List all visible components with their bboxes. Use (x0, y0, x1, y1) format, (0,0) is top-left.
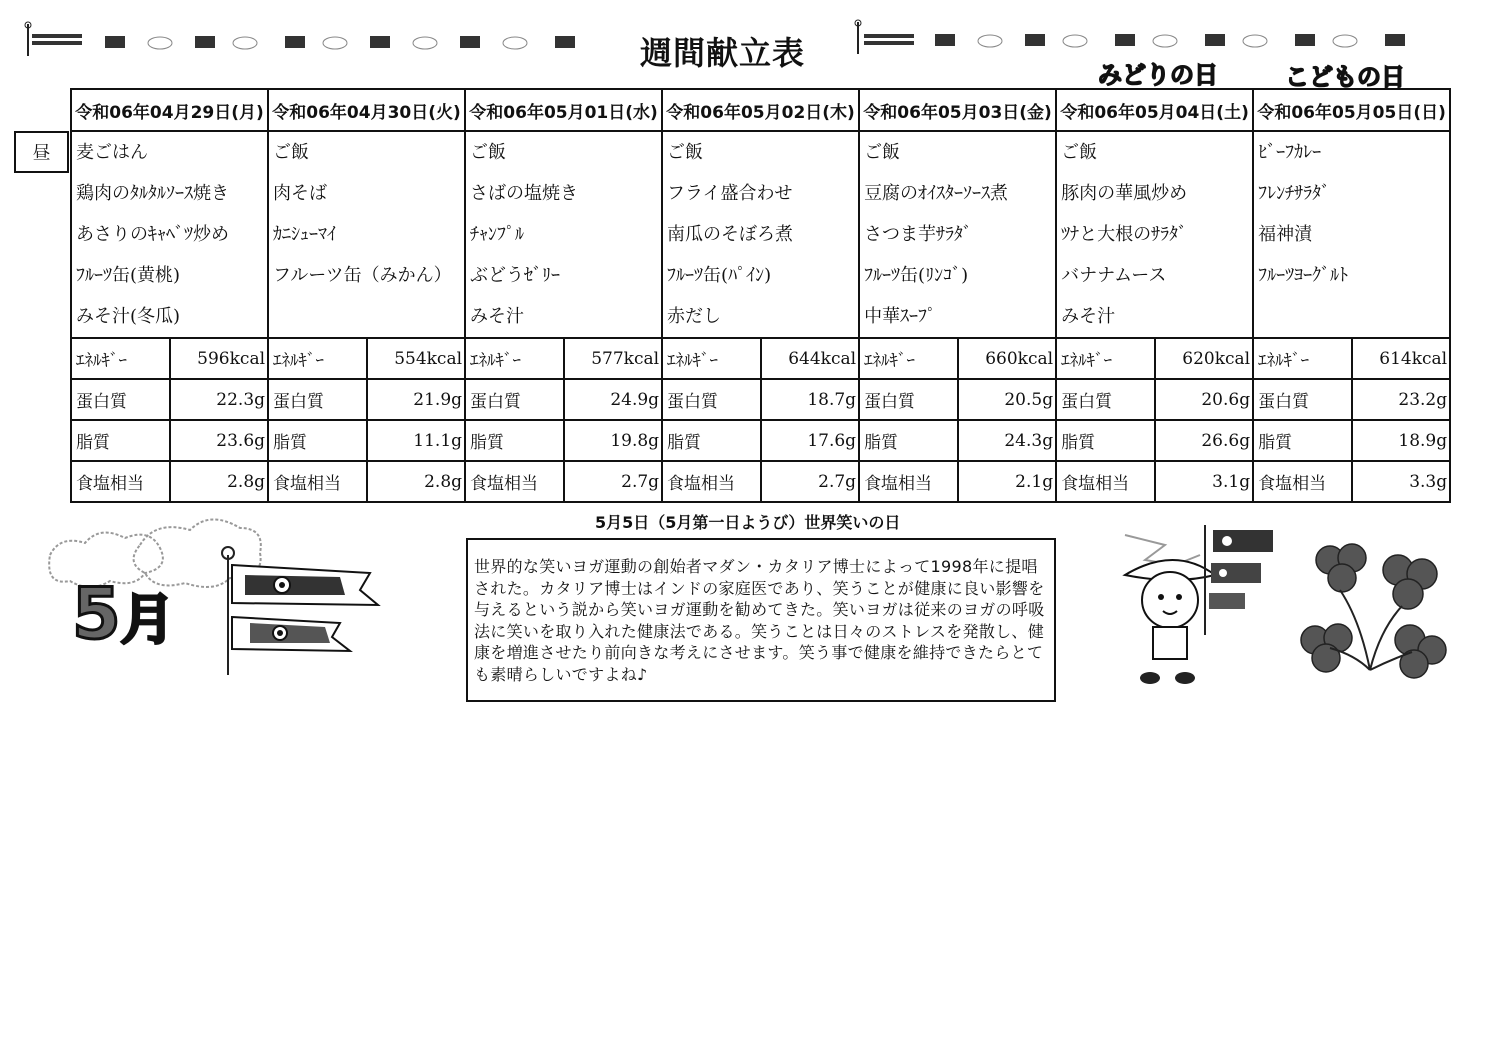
nutrient-label-protein: 蛋白質 (268, 379, 367, 420)
salt-value: 2.8g (367, 461, 465, 502)
dish-item: みそ汁 (1061, 306, 1116, 327)
nutrient-label-salt: 食塩相当 (1056, 461, 1155, 502)
dish-item: ご飯 (667, 142, 704, 163)
salt-value: 2.8g (170, 461, 268, 502)
dish-item: ｶﾆｼｭｰﾏｲ (273, 224, 337, 245)
salt-value: 2.1g (958, 461, 1056, 502)
nutrient-label-energy: ｴﾈﾙｷﾞｰ (1056, 338, 1155, 379)
holiday-label-midori: みどりの日 (1098, 61, 1218, 89)
fat-value: 24.3g (958, 420, 1056, 461)
nutrient-label-protein: 蛋白質 (1056, 379, 1155, 420)
month-number: 5 (72, 573, 121, 655)
nutrient-label-energy: ｴﾈﾙｷﾞｰ (465, 338, 564, 379)
protein-value: 24.9g (564, 379, 662, 420)
child-with-carp-illustration (1105, 515, 1285, 695)
nutrient-label-fat: 脂質 (1056, 420, 1155, 461)
nutrient-label-protein: 蛋白質 (465, 379, 564, 420)
energy-row (71, 338, 1450, 379)
dish-item: みそ汁(冬瓜) (76, 306, 181, 327)
nutrient-label-fat: 脂質 (465, 420, 564, 461)
salt-value: 3.3g (1352, 461, 1450, 502)
nutrient-label-energy: ｴﾈﾙｷﾞｰ (71, 338, 170, 379)
protein-value: 20.6g (1155, 379, 1253, 420)
day-dishes (71, 131, 268, 338)
nutrient-label-salt: 食塩相当 (465, 461, 564, 502)
nutrient-label-fat: 脂質 (859, 420, 958, 461)
dish-item: ご飯 (864, 142, 901, 163)
nutrient-label-energy: ｴﾈﾙｷﾞｰ (1253, 338, 1352, 379)
fat-row (71, 420, 1450, 461)
salt-value: 2.7g (761, 461, 859, 502)
clover-illustration (1290, 530, 1450, 690)
nutrient-label-fat: 脂質 (1253, 420, 1352, 461)
protein-row (71, 379, 1450, 420)
nutrient-label-salt: 食塩相当 (71, 461, 170, 502)
dish-item: ﾌﾙｰﾂ缶(黄桃) (76, 265, 181, 286)
dish-item: ﾁｬﾝﾌﾟﾙ (470, 224, 525, 245)
protein-value: 18.7g (761, 379, 859, 420)
dish-item: バナナムース (1061, 265, 1167, 286)
nutrient-label-salt: 食塩相当 (1253, 461, 1352, 502)
dish-item: ご飯 (273, 142, 310, 163)
fat-value: 19.8g (564, 420, 662, 461)
dish-item: 鶏肉のﾀﾙﾀﾙｿｰｽ焼き (76, 183, 229, 204)
day-dishes (859, 131, 1056, 338)
fat-value: 17.6g (761, 420, 859, 461)
date-header: 令和06年05月03日(金) (859, 89, 1056, 131)
energy-value: 620kcal (1155, 338, 1253, 379)
energy-value: 614kcal (1352, 338, 1450, 379)
energy-value: 554kcal (367, 338, 465, 379)
fat-value: 18.9g (1352, 420, 1450, 461)
dish-item: ぶどうｾﾞﾘｰ (470, 265, 561, 286)
date-header: 令和06年05月05日(日) (1253, 89, 1450, 131)
energy-value: 644kcal (761, 338, 859, 379)
dish-item: みそ汁 (470, 306, 525, 327)
carp-streamer-border-right (850, 18, 1420, 58)
dish-item: ﾌﾙｰﾂﾖｰｸﾞﾙﾄ (1258, 265, 1349, 286)
dish-item: 福神漬 (1258, 224, 1313, 245)
dish-item: ご飯 (1061, 142, 1098, 163)
day-dishes (1253, 131, 1450, 338)
page-title: 週間献立表 (640, 34, 806, 72)
dish-item: ご飯 (470, 142, 507, 163)
dish-item: 豚肉の華風炒め (1061, 183, 1188, 204)
dish-item: ﾂﾅと大根のｻﾗﾀﾞ (1061, 224, 1188, 245)
dish-item: フライ盛合わせ (667, 183, 793, 204)
salt-value: 2.7g (564, 461, 662, 502)
nutrient-label-fat: 脂質 (662, 420, 761, 461)
dish-item: さばの塩焼き (470, 183, 579, 204)
energy-value: 577kcal (564, 338, 662, 379)
nutrient-label-energy: ｴﾈﾙｷﾞｰ (859, 338, 958, 379)
carp-streamer-border-left (20, 20, 590, 60)
nutrient-label-protein: 蛋白質 (1253, 379, 1352, 420)
day-dishes (268, 131, 465, 338)
protein-value: 22.3g (170, 379, 268, 420)
nutrient-label-fat: 脂質 (71, 420, 170, 461)
dish-item: ﾋﾞｰﾌｶﾚｰ (1258, 142, 1322, 163)
info-heading: 5月5日（5月第一日ようび）世界笑いの日 (595, 513, 901, 532)
month-label (72, 573, 175, 655)
date-header-row (71, 89, 1450, 131)
dish-item: 麦ごはん (76, 142, 148, 163)
nutrient-label-protein: 蛋白質 (859, 379, 958, 420)
dish-item: さつま芋ｻﾗﾀﾞ (864, 224, 973, 245)
date-header: 令和06年05月01日(水) (465, 89, 662, 131)
dish-item: あさりのｷｬﾍﾞﾂ炒め (76, 224, 229, 245)
salt-row (71, 461, 1450, 502)
energy-value: 596kcal (170, 338, 268, 379)
dish-item (1254, 296, 1449, 337)
nutrient-label-protein: 蛋白質 (71, 379, 170, 420)
day-dishes (465, 131, 662, 338)
protein-value: 20.5g (958, 379, 1056, 420)
nutrient-label-salt: 食塩相当 (662, 461, 761, 502)
month-suffix: 月 (120, 588, 175, 651)
day-dishes (662, 131, 859, 338)
energy-value: 660kcal (958, 338, 1056, 379)
protein-value: 21.9g (367, 379, 465, 420)
salt-value: 3.1g (1155, 461, 1253, 502)
nutrient-label-energy: ｴﾈﾙｷﾞｰ (268, 338, 367, 379)
date-header: 令和06年04月29日(月) (71, 89, 268, 131)
dish-item: 南瓜のそぼろ煮 (667, 224, 794, 245)
nutrient-label-salt: 食塩相当 (268, 461, 367, 502)
dish-item: ﾌﾙｰﾂ缶(ﾊﾟｲﾝ) (667, 265, 772, 286)
protein-value: 23.2g (1352, 379, 1450, 420)
dish-item: 豆腐のｵｲｽﾀｰｿｰｽ煮 (864, 183, 1009, 204)
day-dishes (1056, 131, 1253, 338)
nutrient-label-protein: 蛋白質 (662, 379, 761, 420)
date-header: 令和06年04月30日(火) (268, 89, 465, 131)
dish-item: 肉そば (273, 183, 328, 204)
meal-label-lunch: 昼 (14, 131, 69, 173)
nutrient-label-salt: 食塩相当 (859, 461, 958, 502)
nutrient-label-energy: ｴﾈﾙｷﾞｰ (662, 338, 761, 379)
dish-item: 赤だし (667, 306, 722, 327)
info-box: 世界的な笑いヨガ運動の創始者マダン・カタリア博士によって1998年に提唱された。カタリア博士はインドの家庭医であり、笑うことが健康に良い影響を与えるという説から笑いヨガ運動を勧めてきた。笑いヨガは従来のヨガの呼吸法に笑いを取り入れた健康法である。笑うことは日々のストレスを発散し、健康を増進させたり前向きな考えにさせます。笑う事で健康を維持できたらとても素晴らしいですよね♪ (466, 538, 1056, 702)
fat-value: 11.1g (367, 420, 465, 461)
date-header: 令和06年05月02日(木) (662, 89, 859, 131)
menu-table (70, 88, 1451, 503)
dishes-row (71, 131, 1450, 338)
dish-item (269, 296, 464, 337)
nutrient-label-fat: 脂質 (268, 420, 367, 461)
fat-value: 26.6g (1155, 420, 1253, 461)
fat-value: 23.6g (170, 420, 268, 461)
date-header: 令和06年05月04日(土) (1056, 89, 1253, 131)
dish-item: 中華ｽｰﾌﾟ (864, 306, 937, 327)
dish-item: ﾌﾙｰﾂ缶(ﾘﾝｺﾞ) (864, 265, 969, 286)
dish-item: フルーツ缶（みかん） (273, 265, 452, 286)
holiday-label-kodomo: こどもの日 (1285, 63, 1405, 91)
dish-item: ﾌﾚﾝﾁｻﾗﾀﾞ (1258, 183, 1331, 204)
